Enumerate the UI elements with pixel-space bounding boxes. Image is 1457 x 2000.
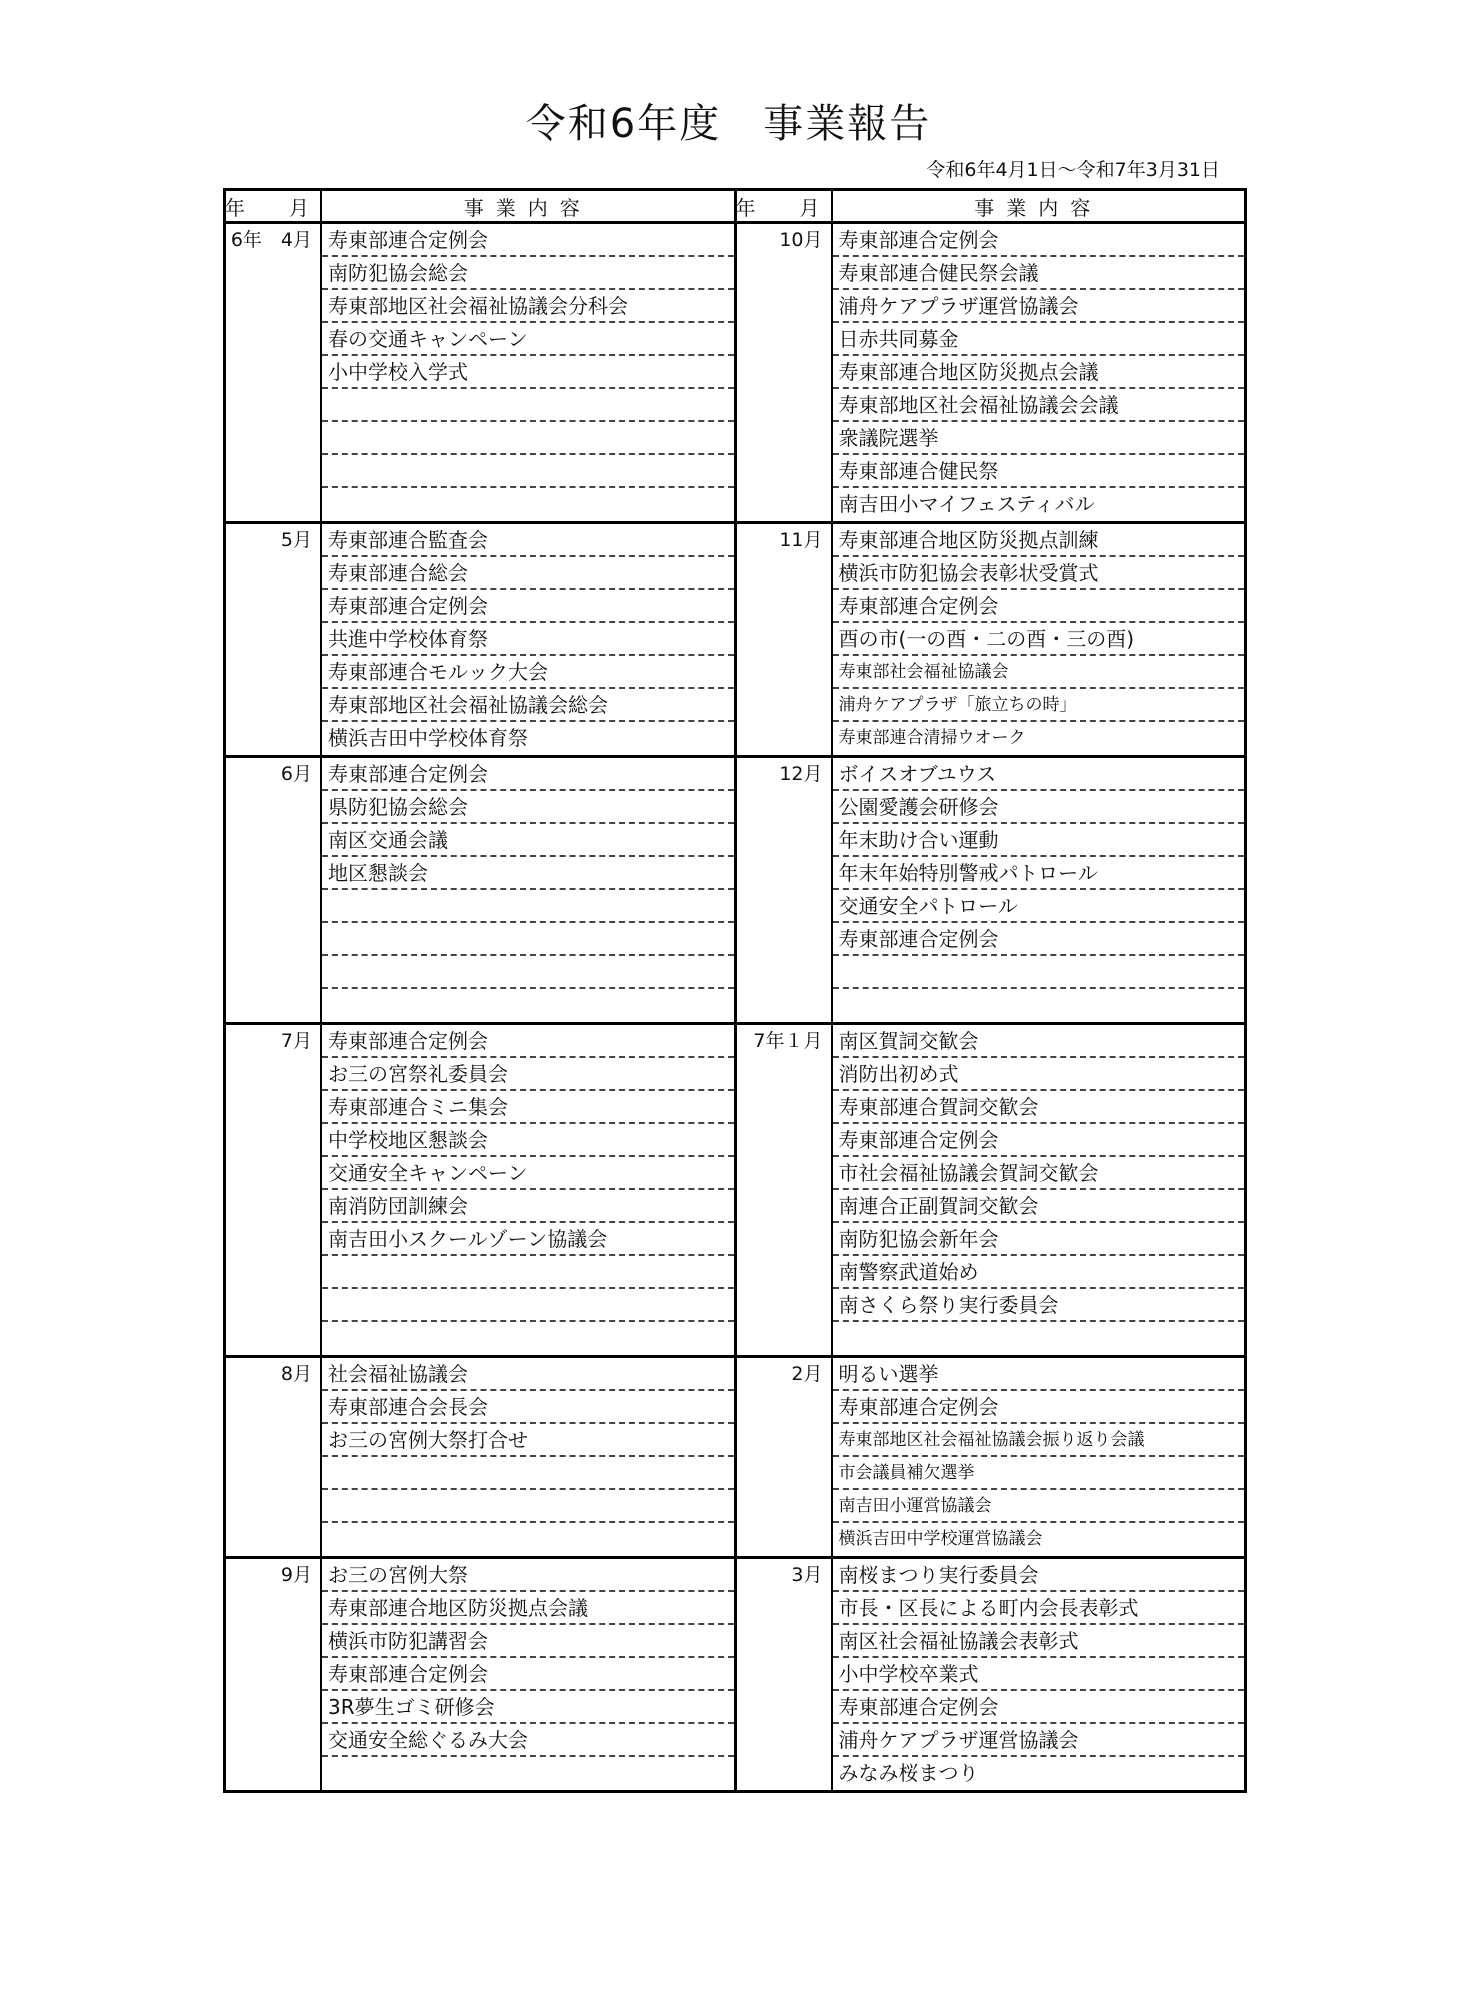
event-row: 交通安全総ぐるみ大会 xyxy=(322,1724,734,1757)
event-row: 浦舟ケアプラザ運営協議会 xyxy=(833,1724,1245,1757)
month-cell xyxy=(226,224,322,521)
event-cell xyxy=(322,1559,734,1790)
event-cell xyxy=(322,524,734,755)
month-cell xyxy=(226,524,322,755)
event-row: 南さくら祭り実行委員会 xyxy=(833,1289,1245,1322)
event-cell xyxy=(322,758,734,1022)
month-cell xyxy=(226,1559,322,1790)
right-column xyxy=(737,1025,1245,1355)
month-section xyxy=(226,1358,1244,1559)
event-row: 南区賀詞交歓会 xyxy=(833,1025,1245,1058)
event-row: 南防犯協会新年会 xyxy=(833,1223,1245,1256)
event-row xyxy=(322,1490,734,1523)
event-row: みなみ桜まつり xyxy=(838,1761,979,1785)
event-row: 寿東部連合健民祭会議 xyxy=(833,257,1245,290)
event-row: 寿東部連合賀詞交歓会 xyxy=(833,1091,1245,1124)
event-row: 寿東部連合総会 xyxy=(322,557,734,590)
report-table xyxy=(223,188,1247,1793)
right-column xyxy=(737,224,1245,521)
event-row: 南吉田小スクールゾーン協議会 xyxy=(322,1223,734,1256)
event-row: 寿東部地区社会福祉協議会会議 xyxy=(833,389,1245,422)
month-cell xyxy=(737,524,833,755)
event-row: 南区社会福祉協議会表彰式 xyxy=(833,1625,1245,1658)
event-cell xyxy=(322,224,734,521)
header-right xyxy=(737,191,1245,221)
month-label: 7月 xyxy=(280,1030,312,1052)
event-row xyxy=(322,389,734,422)
event-row: 寿東部社会福祉協議会 xyxy=(833,656,1245,689)
month-section xyxy=(226,224,1244,524)
event-row: 寿東部連合定例会 xyxy=(322,590,734,623)
event-row: 寿東部連合会長会 xyxy=(322,1391,734,1424)
event-row: 南警察武道始め xyxy=(833,1256,1245,1289)
event-row xyxy=(322,923,734,956)
event-row: 寿東部連合定例会 xyxy=(322,1025,734,1058)
event-row: 寿東部地区社会福祉協議会総会 xyxy=(322,689,734,722)
content-column-header: 事業内容 xyxy=(463,195,592,220)
month-label: 7年１月 xyxy=(753,1030,823,1052)
month-label: 6月 xyxy=(280,763,312,785)
event-row: 寿東部連合定例会 xyxy=(322,1658,734,1691)
event-row: 南吉田小運営協議会 xyxy=(833,1490,1245,1523)
month-label: 10月 xyxy=(779,229,823,251)
event-row: 年末助け合い運動 xyxy=(833,824,1245,857)
event-row: 南桜まつり実行委員会 xyxy=(833,1559,1245,1592)
event-row xyxy=(322,1289,734,1322)
right-column xyxy=(737,1358,1245,1556)
event-cell xyxy=(322,1025,734,1355)
month-label: 3月 xyxy=(791,1564,823,1586)
event-row xyxy=(322,1523,734,1556)
event-row: 交通安全パトロール xyxy=(833,890,1245,923)
event-row: ボイスオブユウス xyxy=(833,758,1245,791)
event-row: 公園愛護会研修会 xyxy=(833,791,1245,824)
event-cell xyxy=(833,224,1245,521)
event-row: 寿東部連合定例会 xyxy=(833,1391,1245,1424)
event-row xyxy=(322,455,734,488)
event-row xyxy=(833,956,1245,989)
event-row xyxy=(322,1322,734,1355)
event-row: 寿東部連合地区防災拠点会議 xyxy=(833,356,1245,389)
event-row: お三の宮例大祭打合せ xyxy=(322,1424,734,1457)
event-row: 衆議院選挙 xyxy=(833,422,1245,455)
month-cell xyxy=(226,1025,322,1355)
event-row: 消防出初め式 xyxy=(833,1058,1245,1091)
month-cell xyxy=(737,224,833,521)
event-row xyxy=(833,1322,1245,1355)
table-header xyxy=(226,191,1244,224)
event-row: 南消防団訓練会 xyxy=(322,1190,734,1223)
report-period: 令和6年4月1日～令和7年3月31日 xyxy=(926,159,1220,181)
event-row: 寿東部連合健民祭 xyxy=(833,455,1245,488)
month-label: 8月 xyxy=(280,1363,312,1385)
event-row: 年末年始特別警戒パトロール xyxy=(833,857,1245,890)
event-row xyxy=(322,890,734,923)
table-body xyxy=(226,224,1244,1790)
event-row: 寿東部地区社会福祉協議会振り返り会議 xyxy=(833,1424,1245,1457)
event-row: 横浜吉田中学校体育祭 xyxy=(328,726,528,750)
event-row xyxy=(322,422,734,455)
event-row xyxy=(322,488,734,521)
event-row: 寿東部連合定例会 xyxy=(833,224,1245,257)
right-column xyxy=(737,524,1245,755)
month-column-header: 年 月 xyxy=(226,191,322,221)
event-row: 寿東部連合ミニ集会 xyxy=(322,1091,734,1124)
event-row: 小中学校卒業式 xyxy=(833,1658,1245,1691)
month-cell xyxy=(737,1025,833,1355)
month-cell xyxy=(737,758,833,1022)
event-row: 市社会福祉協議会賀詞交歓会 xyxy=(833,1157,1245,1190)
left-column xyxy=(226,1559,737,1790)
event-row: 寿東部連合清掃ウオーク xyxy=(838,728,1026,748)
page-title: 令和6年度 事業報告 xyxy=(525,101,932,147)
event-row: 横浜市防犯講習会 xyxy=(322,1625,734,1658)
event-row: 寿東部地区社会福祉協議会分科会 xyxy=(322,290,734,323)
event-row: 寿東部連合定例会 xyxy=(833,1691,1245,1724)
month-section xyxy=(226,1559,1244,1790)
event-row: 地区懇談会 xyxy=(322,857,734,890)
event-row xyxy=(322,956,734,989)
event-row: 寿東部連合定例会 xyxy=(833,923,1245,956)
left-column xyxy=(226,758,737,1022)
month-cell xyxy=(226,1358,322,1556)
month-section xyxy=(226,1025,1244,1358)
left-column xyxy=(226,224,737,521)
event-cell xyxy=(833,524,1245,755)
event-row: お三の宮例大祭 xyxy=(322,1559,734,1592)
event-row: 酉の市(一の酉・二の酉・三の酉) xyxy=(833,623,1245,656)
event-row: 日赤共同募金 xyxy=(833,323,1245,356)
event-cell xyxy=(833,1559,1245,1790)
header-left xyxy=(226,191,737,221)
event-row: 南区交通会議 xyxy=(322,824,734,857)
month-label: 6年 4月 xyxy=(230,229,312,251)
month-section xyxy=(226,524,1244,758)
event-row: 共進中学校体育祭 xyxy=(322,623,734,656)
event-row: 寿東部連合地区防災拠点会議 xyxy=(322,1592,734,1625)
left-column xyxy=(226,1025,737,1355)
event-row: お三の宮祭礼委員会 xyxy=(322,1058,734,1091)
event-row: 寿東部連合監査会 xyxy=(322,524,734,557)
event-row: 社会福祉協議会 xyxy=(322,1358,734,1391)
month-section xyxy=(226,758,1244,1025)
event-row xyxy=(322,989,734,1022)
event-cell xyxy=(833,1025,1245,1355)
event-row: 横浜市防犯協会表彰状受賞式 xyxy=(833,557,1245,590)
event-row: 南防犯協会総会 xyxy=(322,257,734,290)
left-column xyxy=(226,1358,737,1556)
event-row: 寿東部連合地区防災拠点訓練 xyxy=(833,524,1245,557)
event-row: 寿東部連合定例会 xyxy=(833,1124,1245,1157)
event-cell xyxy=(322,1358,734,1556)
event-row xyxy=(322,1457,734,1490)
event-cell xyxy=(833,1358,1245,1556)
month-cell xyxy=(737,1559,833,1790)
event-row xyxy=(322,1757,734,1790)
content-column-header: 事業内容 xyxy=(974,195,1103,220)
event-row: 浦舟ケアプラザ運営協議会 xyxy=(833,290,1245,323)
month-label: 2月 xyxy=(791,1363,823,1385)
event-row: 南吉田小マイフェスティバル xyxy=(838,492,1095,516)
month-label: 5月 xyxy=(280,529,312,551)
month-column-header: 年 月 xyxy=(737,191,833,221)
event-row: 市長・区長による町内会長表彰式 xyxy=(833,1592,1245,1625)
event-row: 横浜吉田中学校運営協議会 xyxy=(838,1529,1043,1549)
event-row: 交通安全キャンペーン xyxy=(322,1157,734,1190)
left-column xyxy=(226,524,737,755)
right-column xyxy=(737,758,1245,1022)
event-row: 寿東部連合定例会 xyxy=(833,590,1245,623)
event-row: 南連合正副賀詞交歓会 xyxy=(833,1190,1245,1223)
right-column xyxy=(737,1559,1245,1790)
event-row: 寿東部連合モルック大会 xyxy=(322,656,734,689)
event-row xyxy=(322,1256,734,1289)
event-row: 小中学校入学式 xyxy=(322,356,734,389)
month-label: 9月 xyxy=(280,1564,312,1586)
month-cell xyxy=(226,758,322,1022)
event-row: 中学校地区懇談会 xyxy=(322,1124,734,1157)
event-row: 3R夢生ゴミ研修会 xyxy=(322,1691,734,1724)
month-label: 12月 xyxy=(779,763,823,785)
event-row xyxy=(833,989,1245,1022)
event-row: 浦舟ケアプラザ「旅立ちの時」 xyxy=(833,689,1245,722)
event-row: 明るい選挙 xyxy=(833,1358,1245,1391)
event-row: 春の交通キャンペーン xyxy=(322,323,734,356)
month-label: 11月 xyxy=(779,529,823,551)
event-row: 寿東部連合定例会 xyxy=(322,224,734,257)
event-row: 寿東部連合定例会 xyxy=(322,758,734,791)
month-cell xyxy=(737,1358,833,1556)
event-row: 県防犯協会総会 xyxy=(322,791,734,824)
event-row: 市会議員補欠選挙 xyxy=(833,1457,1245,1490)
event-cell xyxy=(833,758,1245,1022)
